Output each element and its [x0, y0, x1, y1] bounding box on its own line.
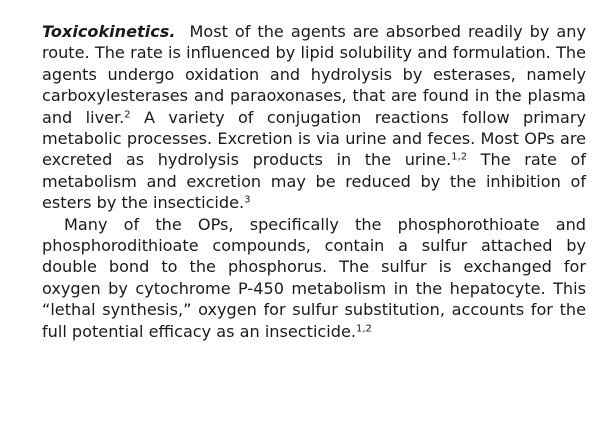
paragraph-text: Most of the agents are absorbed readily by any route. The rate is influenced by lipid solubility and formulation. The agents undergo oxidation and hydrolysis by esterases, namely carboxylesterases and paraoxonases, that are found in the plasma and liver. [42, 22, 586, 127]
paragraph-lethal-synthesis [42, 214, 586, 342]
document-body [42, 21, 586, 342]
reference-superscript: 1,2 [355, 323, 372, 335]
paragraph-text: A variety of conjugation reactions follow primary metabolic processes. Excretion is via urine and feces. Most OPs are excreted as hydrolysis products in the urine. [42, 107, 586, 170]
reference-superscript: 3 [244, 194, 251, 206]
paragraph-text: The rate of metabolism and excretion may be reduced by the inhibition of esters by the insecticide. [42, 150, 586, 213]
paragraph-text: Many of the OPs, specifically the phosphorothioate and phosphorodithioate compounds, contain a sulfur attached by double bond to the phosphorus. The sulfur is exchanged for oxygen by cytochrome P-450 metabolism in the hepatocyte. This “lethal synthesis,” oxygen for sulfur substitution, accounts for the full potential efficacy as an insecticide. [42, 214, 586, 341]
paragraph-toxicokinetics [42, 21, 586, 214]
reference-superscript: 2 [124, 109, 131, 121]
section-heading: Toxicokinetics. [42, 22, 176, 41]
reference-superscript: 1,2 [451, 151, 468, 163]
